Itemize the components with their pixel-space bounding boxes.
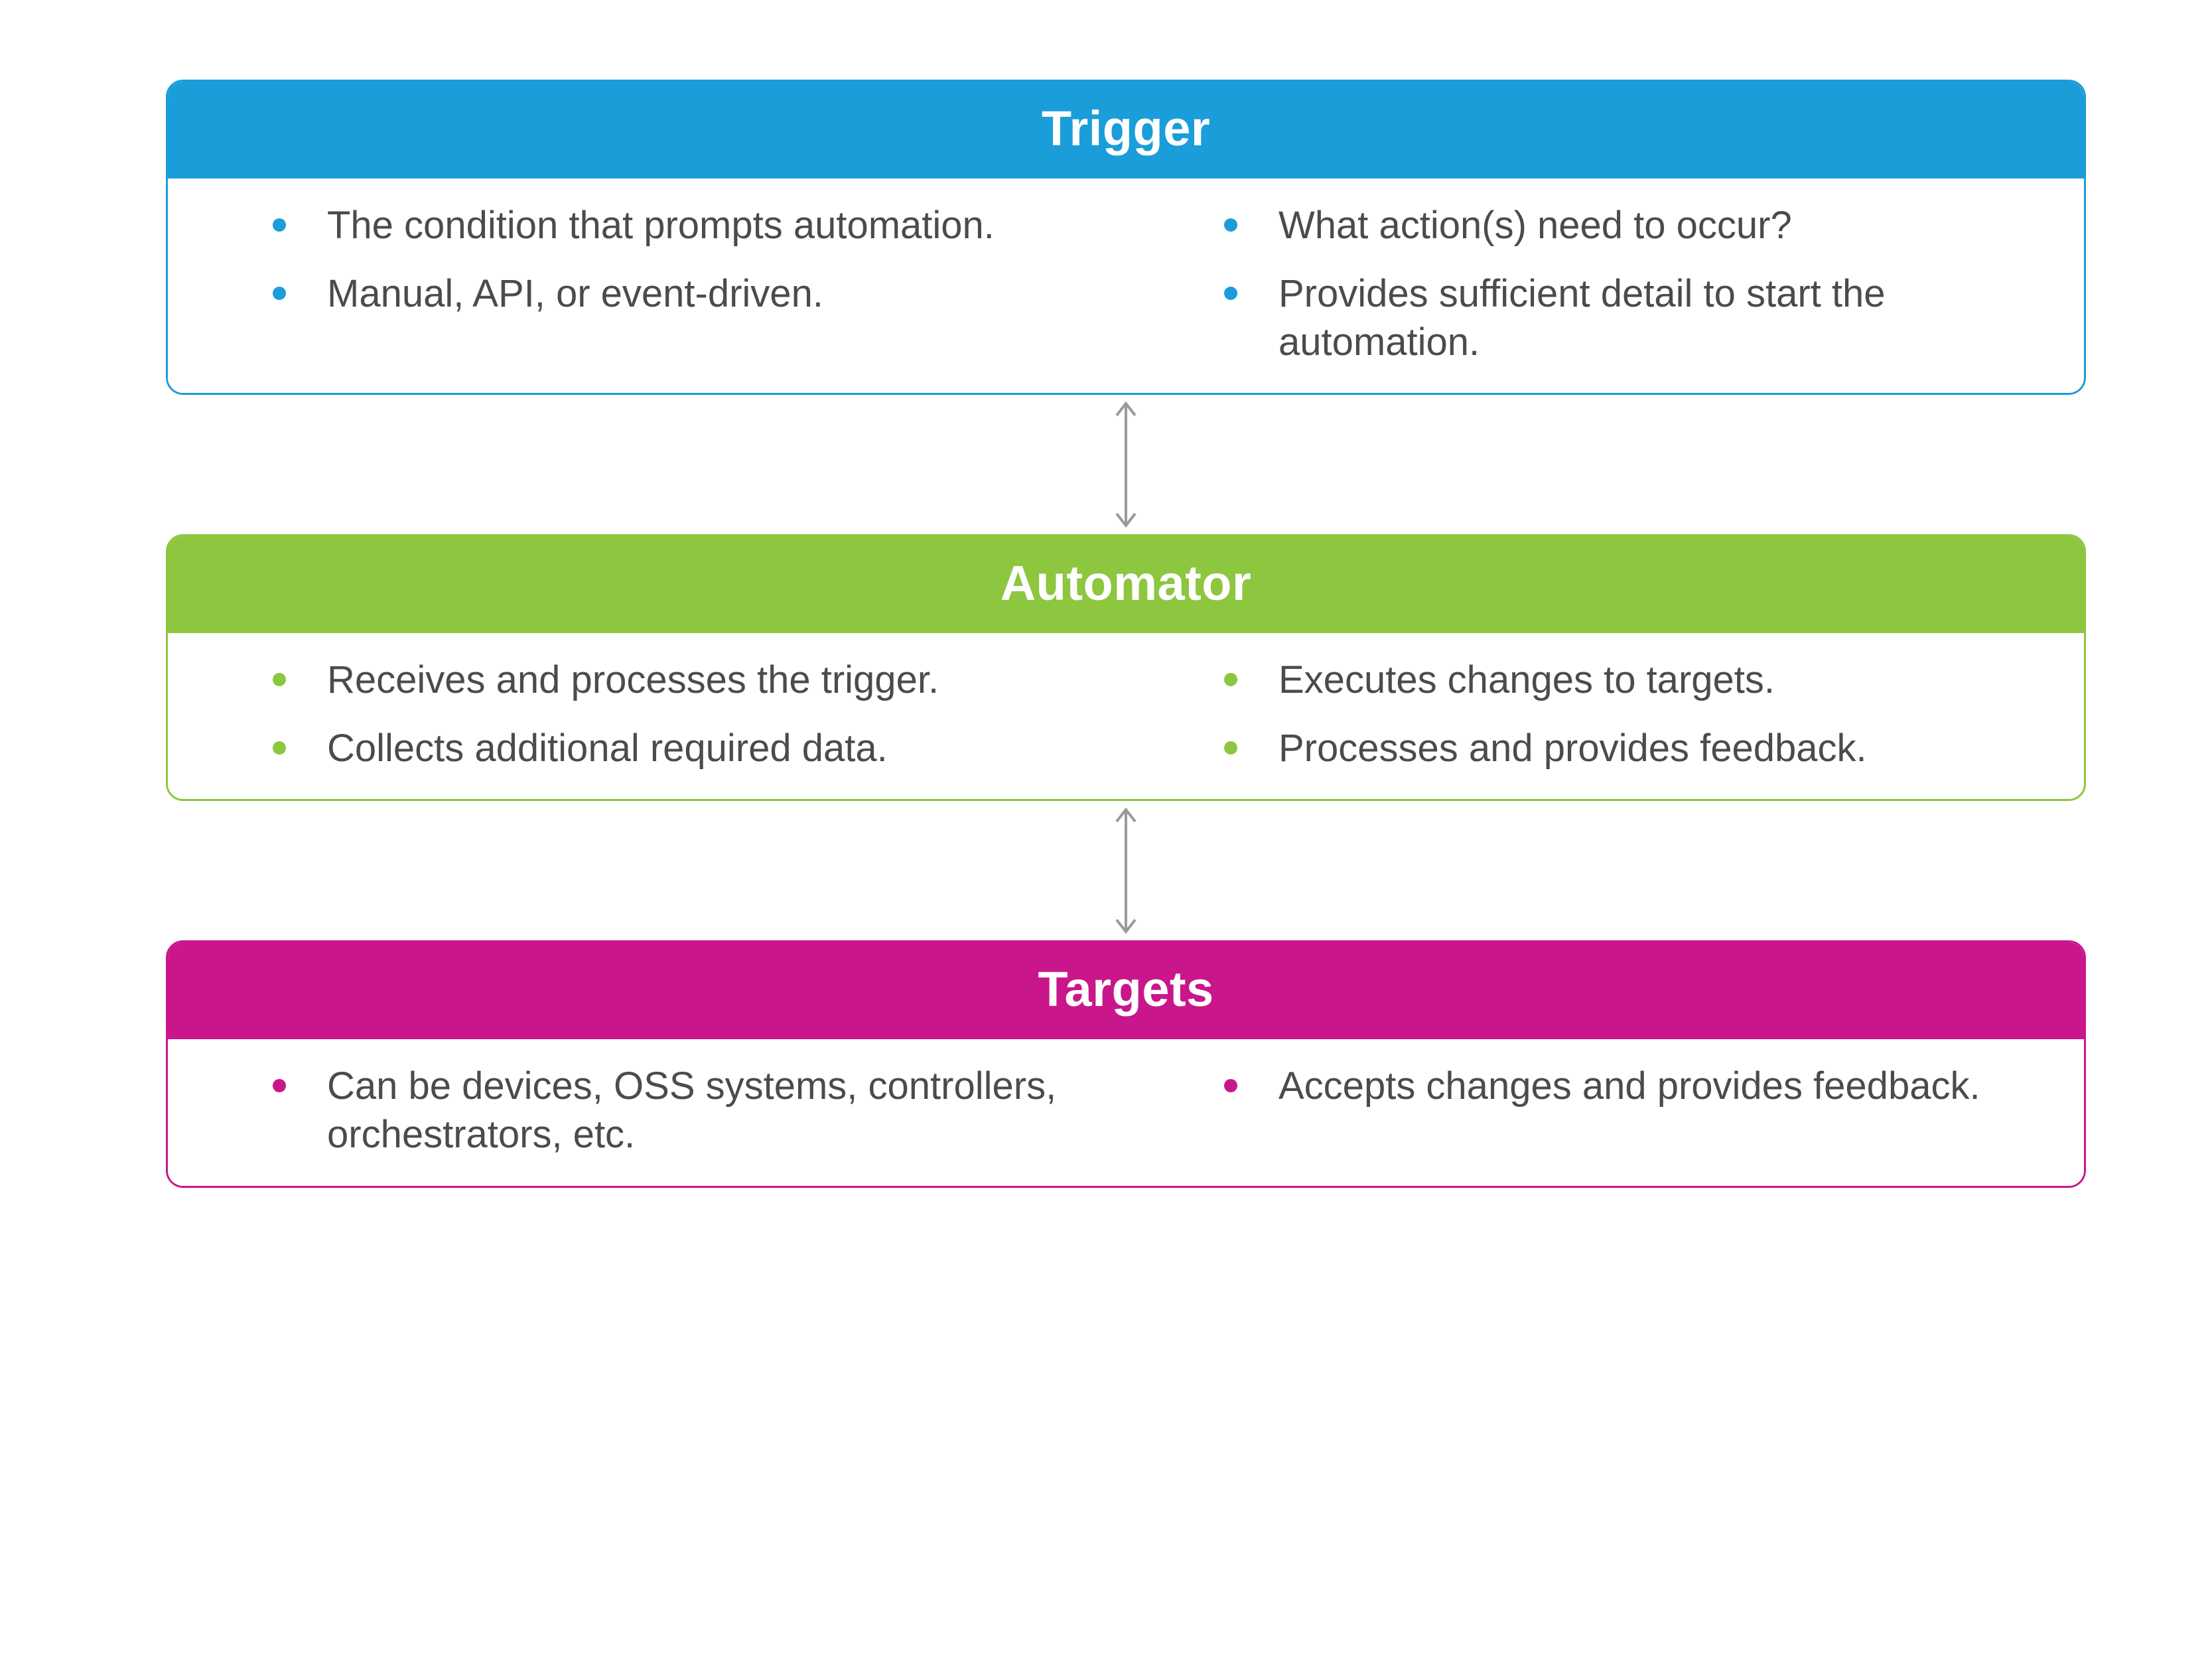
list-item bbox=[241, 724, 1106, 772]
bullet-dot-icon bbox=[273, 673, 286, 686]
list-item-label: Receives and processes the trigger. bbox=[327, 658, 939, 702]
panel-trigger bbox=[166, 80, 2086, 395]
list-item-label: Executes changes to targets. bbox=[1279, 658, 1775, 702]
connector-trigger-automator bbox=[166, 395, 2086, 534]
list-item-label: What action(s) need to occur? bbox=[1279, 204, 1792, 247]
bullet-dot-icon bbox=[273, 218, 286, 232]
bullet-dot-icon bbox=[1224, 673, 1237, 686]
list-item bbox=[1192, 269, 2031, 366]
list-item-label: The condition that prompts automation. bbox=[327, 204, 995, 247]
list-item bbox=[1192, 1062, 2031, 1110]
bullet-dot-icon bbox=[1224, 287, 1237, 300]
panel-targets bbox=[166, 940, 2086, 1187]
bullet-dot-icon bbox=[1224, 1079, 1237, 1092]
panel-targets-right-column bbox=[1126, 1062, 2084, 1159]
list-item bbox=[241, 1062, 1106, 1159]
bullet-dot-icon bbox=[273, 1079, 286, 1092]
list-item-label: Processes and provides feedback. bbox=[1279, 727, 1867, 770]
list-item-label: Manual, API, or event-driven. bbox=[327, 272, 823, 316]
list-item-label: Can be devices, OSS systems, controllers, orchestrators, etc. bbox=[327, 1064, 1057, 1157]
list-item-label: Accepts changes and provides feedback. bbox=[1279, 1064, 1980, 1108]
panel-automator-right-column bbox=[1126, 656, 2084, 772]
panel-targets-title: Targets bbox=[168, 942, 2084, 1039]
bullet-dot-icon bbox=[273, 741, 286, 755]
list-item bbox=[241, 269, 1106, 318]
panel-automator-left-list bbox=[241, 656, 1106, 772]
list-item bbox=[241, 656, 1106, 704]
list-item bbox=[241, 201, 1106, 250]
list-item-label: Collects additional required data. bbox=[327, 727, 888, 770]
double-headed-vertical-arrow-icon bbox=[1113, 804, 1139, 937]
bullet-dot-icon bbox=[273, 287, 286, 300]
panel-trigger-title: Trigger bbox=[168, 82, 2084, 179]
bullet-dot-icon bbox=[1224, 741, 1237, 755]
panel-targets-body bbox=[168, 1039, 2084, 1185]
connector-automator-targets bbox=[166, 801, 2086, 940]
panel-automator bbox=[166, 534, 2086, 801]
panel-targets-left-column bbox=[168, 1062, 1126, 1159]
panel-trigger-left-column bbox=[168, 201, 1126, 366]
panel-automator-right-list bbox=[1192, 656, 2031, 772]
bullet-dot-icon bbox=[1224, 218, 1237, 232]
panel-automator-title: Automator bbox=[168, 536, 2084, 633]
panel-automator-body bbox=[168, 633, 2084, 799]
panel-trigger-body bbox=[168, 179, 2084, 393]
panel-trigger-right-column bbox=[1126, 201, 2084, 366]
panel-trigger-right-list bbox=[1192, 201, 2031, 366]
list-item-label: Provides sufficient detail to start the automation. bbox=[1279, 272, 1886, 364]
list-item bbox=[1192, 724, 2031, 772]
double-headed-vertical-arrow-icon bbox=[1113, 398, 1139, 531]
panel-targets-right-list bbox=[1192, 1062, 2031, 1110]
panel-targets-left-list bbox=[241, 1062, 1106, 1159]
panel-trigger-left-list bbox=[241, 201, 1106, 318]
list-item bbox=[1192, 656, 2031, 704]
list-item bbox=[1192, 201, 2031, 250]
panel-automator-left-column bbox=[168, 656, 1126, 772]
